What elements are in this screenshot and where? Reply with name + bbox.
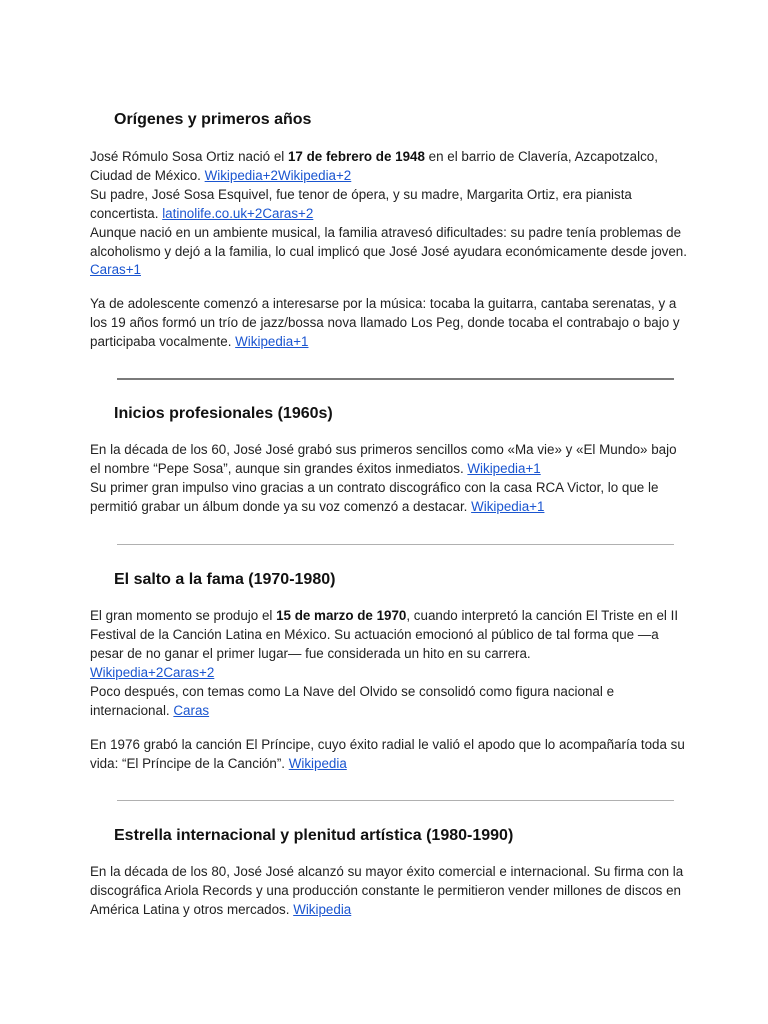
text: Ya de adolescente comenzó a interesarse por la música: tocaba la guitarra, cantaba serenatas, y a los 19 años formó un trío de jazz/bossa nova llamado Los Peg, donde tocaba el contrabajo o bajo y participaba vocalmente. — [90, 296, 680, 349]
paragraph-origenes-1 — [90, 148, 690, 280]
text: José Rómulo Sosa Ortiz nació el — [90, 149, 288, 164]
heading-inicios: Inicios profesionales (1960s) — [114, 405, 333, 422]
text: Su primer gran impulso vino gracias a un contrato discográfico con la casa RCA Victor, lo que le permitió grabar un álbum donde ya su voz comenzó a destacar. — [90, 479, 659, 514]
text: en el barrio de Clavería, Azcapotzalco, Ciudad de México. — [90, 149, 658, 183]
text: En la década de los 60, José José grabó sus primeros sencillos como «Ma vie» y «El Mundo» bajo el nombre “Pepe Sosa”, aunque sin grandes éxitos inmediatos. — [90, 442, 677, 476]
section-divider — [117, 800, 674, 801]
source-link[interactable]: Wikipedia+1 — [467, 460, 541, 476]
source-link[interactable]: Caras+1 — [90, 262, 141, 278]
heading-estrella: Estrella internacional y plenitud artística (1980-1990) — [114, 827, 514, 844]
festival-date: 15 de marzo de 1970 — [276, 608, 407, 623]
paragraph-salto-2 — [90, 736, 690, 774]
section-divider — [117, 378, 674, 380]
source-link[interactable]: Caras — [173, 702, 210, 718]
text: , cuando interpretó la canción El Triste en el II Festival de la Canción Latina en México. Su actuación emocionó al público de tal forma que —a pesar de no ganar el primer lugar— fue considerada un hito en su carrera. — [90, 608, 679, 661]
source-link[interactable]: Wikipedia+2Wikipedia+2 — [204, 167, 352, 183]
text: Su padre, José Sosa Esquivel, fue tenor de ópera, y su madre, Margarita Ortiz, era pianista concertista. — [90, 186, 632, 221]
source-link[interactable]: Wikipedia+2Caras+2 — [90, 664, 215, 680]
source-link[interactable]: Wikipedia — [288, 755, 347, 771]
heading-origenes: Orígenes y primeros años — [114, 111, 312, 128]
source-link[interactable]: Wikipedia — [293, 901, 352, 917]
paragraph-origenes-2 — [90, 295, 690, 352]
text: En 1976 grabó la canción El Príncipe, cuyo éxito radial le valió el apodo que lo acompañaría toda su vida: “El Príncipe de la Canción”. — [90, 737, 685, 771]
text: En la década de los 80, José José alcanzó su mayor éxito comercial e internacional. Su firma con la discográfica Ariola Records y una producción constante le permitieron vender millones de discos en América Latina y otros mercados. — [90, 864, 684, 917]
paragraph-salto-1 — [90, 607, 690, 720]
text: El gran momento se produjo el — [90, 608, 277, 623]
text: Poco después, con temas como La Nave del Olvido se consolidó como figura nacional e internacional. — [90, 683, 615, 718]
source-link[interactable]: Wikipedia+1 — [471, 498, 545, 514]
paragraph-estrella-1 — [90, 863, 690, 920]
source-link[interactable]: Wikipedia+1 — [235, 333, 309, 349]
text: Aunque nació en un ambiente musical, la familia atravesó dificultades: su padre tenía problemas de alcoholismo y dejó a la familia, lo cual implicó que José José ayudara económicamente desde joven. — [90, 224, 687, 259]
heading-salto: El salto a la fama (1970-1980) — [114, 571, 336, 588]
birth-date: 17 de febrero de 1948 — [287, 149, 425, 164]
section-divider — [117, 544, 674, 545]
paragraph-inicios-1 — [90, 441, 690, 517]
source-link[interactable]: latinolife.co.uk+2Caras+2 — [162, 205, 314, 221]
